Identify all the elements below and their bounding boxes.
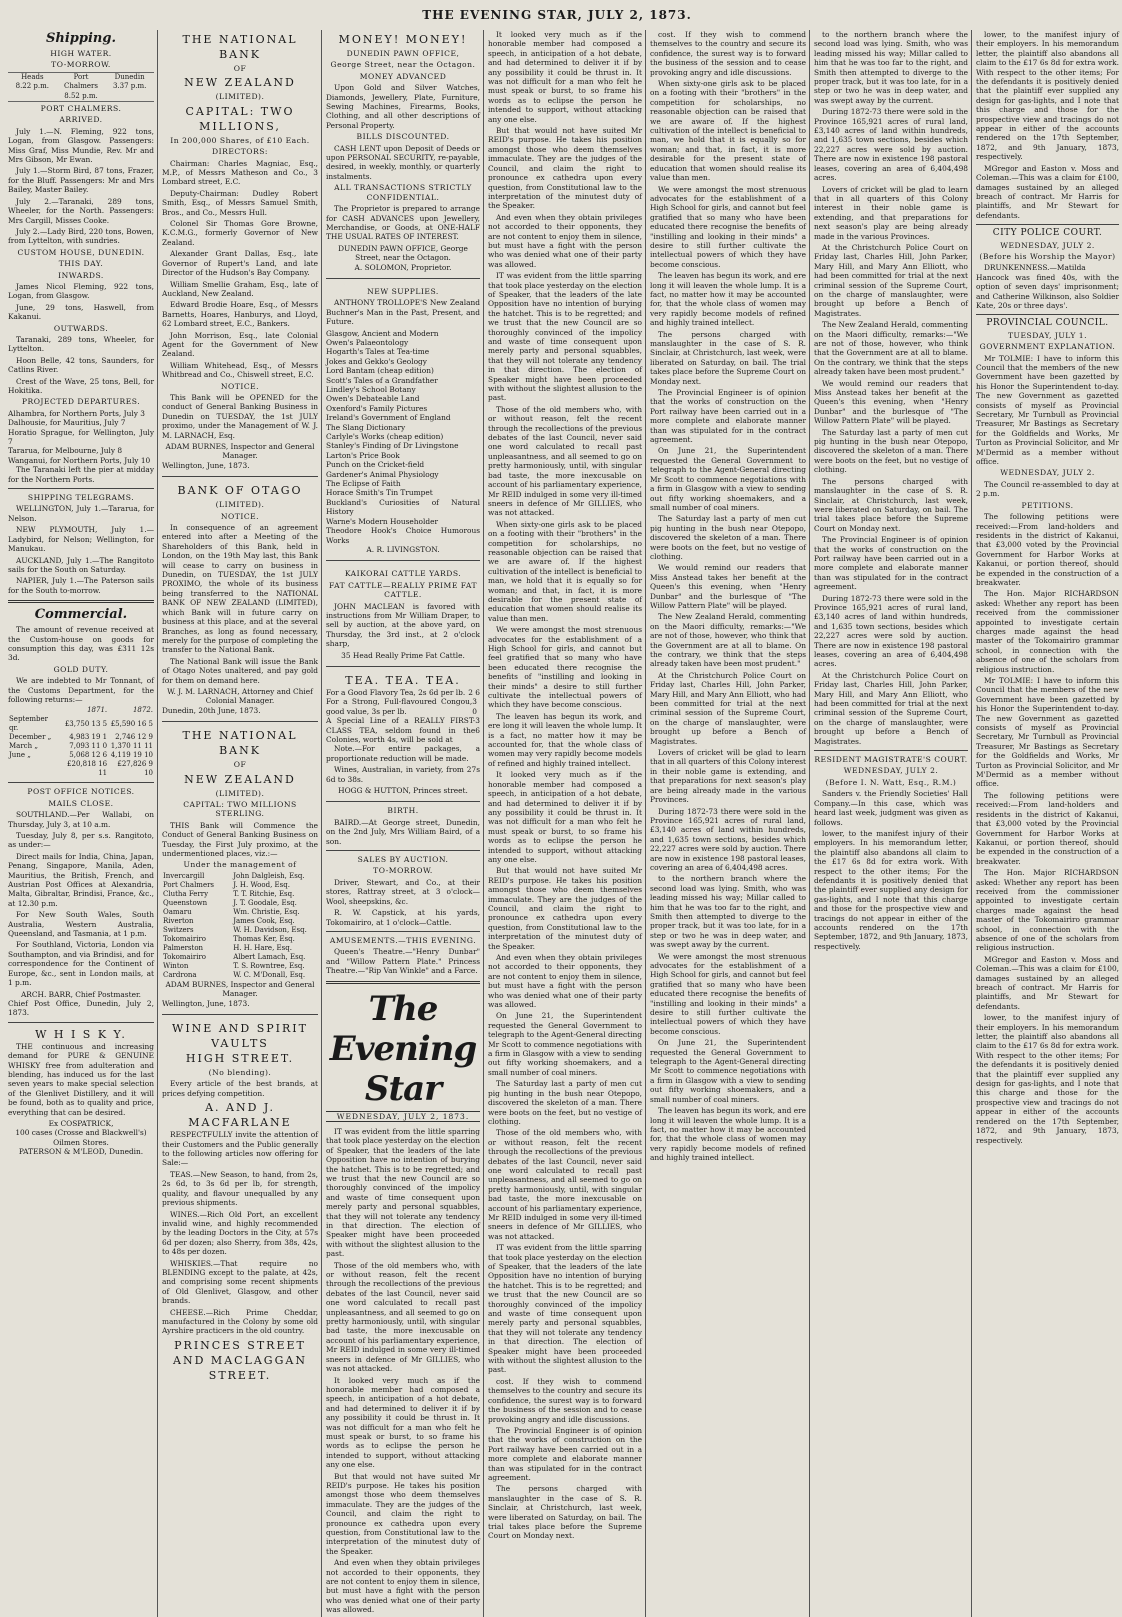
otago-body: In consequence of an agreement entered into after a Meeting of the Shareholders of this Bank, held in London, on the 19th May last, this Bank will cease to carry on business in Dunedin, on TUESDAY, the 1st JULY PROXIMO, the whole of its business being transferred to the NATIONAL BANK OF NEW ZEALAND (LIMITED), which Bank will in future carry on business at this place, and at the several Branches, as long as found necessary, merely for the purpose of completing the transfer to the National Bank.	[162, 523, 318, 655]
money-office: DUNEDIN PAWN OFFICE,	[346, 49, 460, 58]
court-paragraph: lower, to the manifest injury of their employers. In his memorandum letter, the plaintiff also abandons all claim to the £17 6s 8d for extra work. With respect to the other items; For the defendants it is positively denied that the plaintiff ever supplied any design for gas-lights, and I note that this charge and those for the prospective view and tracings do not appear in either of the accounts rendered on the 17th September, 1872, and 9th January, 1873, respectively.	[976, 30, 1119, 162]
bank-of: OF	[233, 64, 247, 73]
supply-item: Scott's Tales of a Grandfather	[326, 375, 438, 385]
money-addr: George Street, near the Octagon.	[330, 60, 476, 70]
column-3	[326, 30, 484, 1617]
petitions-heading: PETITIONS.	[1021, 500, 1074, 510]
divider	[162, 476, 318, 477]
outwards-label: OUTWARDS.	[53, 323, 109, 333]
news-paragraph: We would remind our readers that Miss Anstead takes her benefit at the Queen's this evening, when "Henry Dunbar" and the burlesque of "The Willow Pattern Plate" will be played.	[814, 378, 968, 426]
post-item: For New South Wales, South Australia, Western Australia, Queensland, and Tasmania, at 1 p.m.	[8, 910, 154, 939]
bank-capital: CAPITAL: TWO MILLIONS,	[185, 104, 295, 133]
council-paragraph: The Hon. Major RICHARDSON asked: Whether any report has been received from the commissioner appointed to investigate certain charges made against the head master of the Tokomairiro grammar school, in connection with the absence of one of the scholars from religious instruction.	[976, 868, 1119, 953]
arrival-item: July 2.—Taranaki, 289 tons, Wheeler, for the North. Passengers: Mrs Cargill, Misses Cooke.	[8, 196, 154, 225]
editorial-paragraph: The persons charged with manslaughter in the case of S. R. Sinclair, at Christchurch, last week, were liberated on Saturday, on bail. The trial takes place before the Supreme Court on Monday next.	[488, 1484, 642, 1541]
supply-item: The Slang Dictionary	[326, 422, 406, 432]
news-paragraph: At the Christchurch Police Court on Friday last, Charles Hill, John Parker, Mary Hill, and Mary Ann Elliott, who had been committed for trial at the next criminal session of the Supreme Court, on the charge of manslaughter, were brought up before a Bench of Magistrates.	[814, 242, 968, 318]
supply-item: The Eclipse of Faith	[326, 479, 401, 489]
outwards-item: Taranaki, 289 tons, Wheeler, for Lyttelton.	[8, 334, 154, 354]
bank2-capital: CAPITAL: TWO MILLIONS STERLING.	[183, 799, 297, 819]
cattle-title: KAIKORAI CATTLE YARDS.	[344, 569, 462, 579]
inwards-item: June, 29 tons, Haswell, from Kakanui.	[8, 302, 154, 322]
gold-row: March „ 7,093 11 0 1,370 11 11	[9, 742, 153, 751]
supply-item: Jokes and Gekko's Geology	[326, 356, 427, 366]
inwards-item: James Nicol Fleming, 922 tons, Logan, from Glasgow.	[8, 281, 154, 301]
divider	[326, 981, 480, 984]
tea-item: For a Good Flavory Tea, 2s 6d per lb. 2 6	[326, 687, 480, 697]
editorial-paragraph: Those of the old members who, with or without reason, felt the recent through the recollections of the previous debates of the last Council, never said one word calculated to recall past unpleasantness, and all seemed to go on pretty harmoniously, until, with singular bad taste, the more inexcusable on account of his parliamentary experience, Mr REID indulged in some very ill-timed sneers in defence of Mr GILLIES, who was not attacked.	[488, 404, 642, 518]
director-item: Chairman: Charles Magniac, Esq., M.P., of Messrs Matheson and Co., 3 Lombard street, E.C.	[162, 158, 318, 187]
port-heading: PORT CHALMERS.	[40, 104, 122, 114]
editorial-paragraph: The Provincial Engineer is of opinion that the works of construction on the Port railway have been carried out in a more complete and elaborate manner than was stipulated for in the contract agreement.	[488, 1425, 642, 1482]
whisky-detail: 100 cases (Crosse and Blackwell's) Oilmen Stores.	[15, 1128, 147, 1147]
divider	[814, 750, 968, 751]
wine-note: (No blending).	[208, 1068, 272, 1078]
news-paragraph: On June 21, the Superintendent requested the General Government to telegraph to the Agent-General directing Mr Scott to commence negotiations with a firm in Glasgow with a view to sending out fifty working shoemakers, and a small number of coal miners.	[650, 1038, 806, 1104]
wine-item: CHEESE.—Rich Prime Cheddar, manufactured in the Colony by some old Ayrshire practicers in the old country.	[162, 1307, 318, 1336]
commercial-intro: The amount of revenue received at the Custom-house on goods for consumption this day, was £311 12s 3d.	[8, 625, 154, 663]
amusements-body: Queen's Theatre.—"Henry Dunbar" and "Willow Pattern Plate." Princess Theatre.—"Rip Van Winkle" and a Farce.	[326, 947, 480, 976]
council-paragraph: MGregor and Easton v. Moss and Coleman.—This was a claim for £100, damages sustained by an alleged breach of contract. Mr Harris for plaintiffs, and Mr Stewart for defendants.	[976, 954, 1119, 1011]
supply-item: Owen's Palaeontology	[326, 337, 409, 347]
agent-row: Winton T. S. Rowntree, Esq.	[163, 961, 305, 970]
birth-title: BIRTH.	[387, 806, 419, 816]
whisky-sign: PATERSON & M'LEOD, Dunedin.	[18, 1147, 144, 1157]
divider	[326, 666, 480, 667]
supplies-ad	[326, 283, 480, 556]
gold-intro: We are indebted to Mr Tonnant, of the Customs Department, for the following returns:—	[8, 676, 154, 704]
divider	[326, 850, 480, 851]
news-paragraph: Lovers of cricket will be glad to learn that in all quarters of this Colony interest in their noble game is extending, and that preparations for next season's play are being already made in the various Provinces.	[650, 748, 806, 805]
editorial-paragraph: But that would not have suited Mr REID's purpose. He takes his position amongst those who deem themselves immaculate. They are the judges of the Council, and claim the right to pronounce ex cathedra upon every question, from Constitutional law to the interpretation of the minutest duty of the Speaker.	[488, 126, 642, 211]
council-sub: GOVERNMENT EXPLANATION.	[979, 342, 1116, 352]
editorial-paragraph: cost. If they wish to commend themselves to the country and secure its confidence, the surest way is to forward the business of the session and to cease provoking angry and idle discussions.	[488, 1376, 642, 1424]
agent-row: Cardrona W. C. M'Donall, Esq.	[163, 970, 306, 979]
editorial-paragraph: On June 21, the Superintendent requested the General Government to telegraph to the Agent-General directing Mr Scott to commence negotiations with a firm in Glasgow with a view to sending out fifty working shoemakers, and a small number of coal miners.	[488, 1011, 642, 1077]
agent-row: Tokomairiro Albert Lamach, Esq.	[163, 952, 306, 961]
tide-cell: Heads 8.22 p.m.	[15, 72, 50, 91]
agent-row: Clutha Ferry T. T. Ritchie, Esq.	[163, 889, 295, 898]
agent-row: Oamaru Wm. Christie, Esq.	[163, 907, 300, 916]
rm-case: lower, to the manifest injury of their employers. In his memorandum letter, the plaintiff also abandons all claim to the £17 6s 8d for extra work. With respect to the other items; For the defendants it is positively denied that the plaintiff ever supplied any design for gas-lights, and I note that this charge and those for the prospective view and tracings do not appear in either of the accounts rendered on the 17th September, 1872, and 9th January, 1873, respectively.	[814, 828, 968, 951]
editorial-paragraph: It looked very much as if the honorable member had composed a speech, in anticipation of a hot debate, and had determined to deliver it if by any possibility it could be thrust in. It was not difficult for a man who felt he must speak or burst, to so frame his words as to eclipse the person he intended to support, without attacking any one else.	[326, 1375, 480, 1470]
agents-heading: Under the management of	[183, 860, 297, 870]
news-paragraph: The Provincial Engineer is of opinion that the works of construction on the Port railway have been carried out in a more complete and elaborate manner than was stipulated for in the contract agreement.	[650, 388, 806, 445]
agent-row: Queenstown J. T. Goodale, Esq.	[163, 898, 297, 907]
council-paragraph: The following petitions were received:—From land-holders and residents in the district of Kakanui, that £3,000 voted by the Provincial Government for Harbor Works at Kakanui, or portion thereof, should be expended in the construction of a breakwater.	[976, 790, 1119, 866]
gold-row: December „ 4,983 19 1 2,746 12 9	[9, 733, 153, 742]
post-item: For Southland, Victoria, London via Southampton, and via Brindisi, and for correspondence for the Continent of Europe, &c., sent in London mails, at 1 p.m.	[8, 940, 154, 988]
post-heading: POST OFFICE NOTICES.	[27, 787, 135, 797]
tea-ad	[326, 671, 480, 797]
news-paragraph: We were amongst the most strenuous advocates for the establishment of a High School for girls, and cannot but feel gratified that so many who have been educated there recognise the benefits of "instilling and looking in their minds" a desire to still further cultivate the intellectual powers of which they have become conscious.	[650, 951, 806, 1036]
money-title: MONEY! MONEY!	[338, 33, 468, 46]
director-item: Colonel Sir Thomas Gore Browne, K.C.M.G., formerly Governor of New Zealand.	[162, 219, 318, 247]
editorial-paragraph: When sixty-one girls ask to be placed on a footing with their "brothers" in the competition for scholarships, no reasonable objection can be raised that we are aware of. If the highest cultivation of the intellect is beneficial to man, we hold that it is equally so for woman; and that, in fact, it is more desirable for the present state of education that women should realise its value than men.	[488, 519, 642, 623]
wine-item: TEAS.—New Season, to hand, from 2s, 2s 6d, to 3s 6d per lb, for strength, quality, and flavour unequalled by any previous shipments.	[162, 1169, 318, 1208]
editorial-paragraph: But that would not have suited Mr REID's purpose. He takes his position amongst those who deem themselves immaculate. They are the judges of the Council, and claim the right to pronounce ex cathedra upon every question, from Constitutional law to the interpretation of the minutest duty of the Speaker.	[326, 1471, 480, 1556]
bank2-sign: ADAM BURNES, Inspector and General Manager.	[165, 979, 315, 999]
bank-shares: In 200,000 Shares, of £10 Each.	[170, 135, 310, 145]
otago-title: BANK OF OTAGO	[177, 484, 303, 498]
cattle-ad	[326, 565, 480, 662]
bank2-body: THIS Bank will Commence the Conduct of General Banking Business on Tuesday, the First July proximo, at the undermentioned places, viz.:—	[162, 820, 318, 858]
money-cash: CASH LENT upon Deposit of Deeds or upon PERSONAL SECURITY, re-payable, desired, in weekly, monthly, or quarterly instalments.	[326, 143, 480, 181]
column-4	[488, 30, 646, 1617]
news-paragraph: The persons charged with manslaughter in the case of S. R. Sinclair, at Christchurch, last week, were liberated on Saturday, on bail. The trial takes place before the Supreme Court on Monday next.	[814, 476, 968, 533]
mails-heading: MAILS CLOSE.	[48, 798, 114, 808]
projected-item: Wanganui, for Northern Ports, July 10	[8, 455, 151, 465]
editorial-paragraph: It looked very much as if the honorable member had composed a speech, in anticipation of a hot debate, and had determined to deliver it if by any possibility it could be thrust in. It was not difficult for a man who felt he must speak or burst, to so frame his words as to eclipse the person he intended to support, without attacking any one else.	[488, 30, 642, 124]
divider	[8, 1022, 154, 1023]
supply-item: Lindley's School Botany	[326, 385, 416, 394]
telegram-item: NAPIER, July 1.—The Paterson sails for the South to-morrow.	[8, 576, 154, 595]
tide-sub: TO-MORROW.	[51, 60, 111, 70]
director-item: William Smellie Graham, Esq., late of Auckland, New Zealand.	[162, 279, 318, 298]
gold-row: June „ 5,068 12 6 4,119 19 10	[9, 751, 153, 760]
national-bank-ad-2	[162, 726, 318, 1010]
cattle-detail: 35 Head Really Prime Fat Cattle.	[341, 650, 465, 660]
agent-row: Riverton James Cook, Esq.	[163, 916, 295, 925]
council-paragraph: The following petitions were received:—From land-holders and residents in the district of Kakanui, that £3,000 voted by the Provincial Government for Harbor Works at Kakanui, or portion thereof, should be expended in the construction of a breakwater.	[976, 512, 1119, 587]
whisky-sub: Ex COSPATRICK,	[48, 1118, 114, 1128]
news-paragraph: The Saturday last a party of men cut pig hunting in the bush near Otepopo, discovered the skeleton of a man. There were boots on the feet, but no vestige of clothing.	[814, 427, 968, 475]
tea-note: Note.—For entire packages, a proportionate reduction will be made.	[326, 744, 480, 763]
rm-court-heading: RESIDENT MAGISTRATE'S COURT.	[814, 755, 968, 765]
money-body: Upon Gold and Silver Watches, Diamonds, Jewellery, Plate, Furniture, Sewing Machines, Firearms, Books, Clothing, and all other descriptions of Personal Property.	[326, 83, 480, 130]
supply-item: Owen's Debateable Land	[326, 394, 420, 404]
rm-before: (Before I. N. Watt, Esq., R.M.)	[825, 777, 957, 787]
tea-item: A Special Line of a REALLY FIRST-CLASS TEA, seldom found in the Colonies, worth 4s, will be sold at 3 6	[326, 716, 480, 744]
national-bank-ad	[162, 30, 318, 472]
editorial-paragraph: IT was evident from the little sparring that took place yesterday on the election of Speaker, that the leaders of the late Opposition have no intention of burying the hatchet. This is to be regretted; and we trust that the new Council are so thoroughly convinced of the impolicy and waste of time consequent upon merely party and personal squabbles, that they will not tolerate any tendency in that direction. The election of Speaker might have been proceeded with without the slightest allusion to the past.	[488, 1243, 642, 1375]
cattle-sub: FAT CATTLE—REALLY PRIME FAT CATTLE.	[328, 580, 478, 600]
supply-item: Hogarth's Tales at Tea-time	[326, 347, 430, 357]
divider	[162, 721, 318, 722]
news-paragraph: to the northern branch where the second load was lying. Smith, who was leading missed his way; Millar called to him that he was too far to the right, and Smith then attempted to diverge to the proper track, but it was too late, for in a step or two he was in deep water, and was swept away by the current.	[814, 30, 968, 105]
news-paragraph: Lovers of cricket will be glad to learn that in all quarters of this Colony interest in their noble game is extending, and that preparations for next season's play are being already made in the various Provinces.	[814, 184, 968, 241]
divider	[8, 600, 154, 603]
evening-star-title: The Evening Star	[329, 988, 477, 1109]
news-paragraph: We would remind our readers that Miss Anstead takes her benefit at the Queen's this evening, when "Henry Dunbar" and the burlesque of "The Willow Pattern Plate" will be played.	[650, 563, 806, 610]
council-paragraph: Mr TOLMIE: I have to inform this Council that the members of the new Government have been gazetted by his Honor the Superintendent to-day. The new Government as gazetted consists of myself as Provincial Secretary, Mr Turnbull as Provincial Treasurer, Mr Bastings as Secretary for the Goldfields and Works, Mr Turton as Provincial Solicitor, and Mr M'Dermid as a member without office.	[976, 353, 1119, 467]
birth-body: BAIRD.—At George street, Dunedin, on the 2nd July, Mrs William Baird, of a son.	[326, 817, 480, 846]
otago-sign: W. J. M. LARNACH, Attorney and Chief Colonial Manager.	[167, 686, 313, 706]
bank2-nz: NEW ZEALAND	[184, 772, 296, 786]
news-paragraph: During 1872-73 there were sold in the Province 165,921 acres of rural land, £3,140 acres of land within hundreds, and 1,635 town sections, besides which 22,227 acres were sold by auction. There are now in existence 198 pastoral leases, covering an area of 6,404,498 acres.	[814, 593, 968, 669]
wine-ad	[162, 1019, 318, 1385]
divider	[162, 1014, 318, 1015]
otago-notice: NOTICE.	[220, 511, 260, 521]
telegram-item: NEW PLYMOUTH, July 1.—Ladybird, for Nelson; Wellington, for Manukau.	[8, 525, 154, 554]
editorial-paragraph: The Saturday last a party of men cut pig hunting in the bush near Otepopo, discovered the skeleton of a man. There were boots on the feet, but no vestige of clothing.	[488, 1079, 642, 1126]
editorial-paragraph: We were amongst the most strenuous advocates for the establishment of a High School for girls, and cannot but feel gratified that so many who have been educated there recognise the benefits of "instilling and looking in their minds" a desire to still further cultivate the intellectual powers of which they have become conscious.	[488, 625, 642, 710]
supplies-sign: A. R. LIVINGSTON.	[366, 544, 440, 554]
projected-item: Alhambra, for Northern Ports, July 3	[8, 408, 145, 418]
editorial-paragraph: And even when they obtain privileges not accorded to their opponents, they are not content to enjoy them in silence, but must have a fight with the person who was denied what one of their party was allowed.	[488, 212, 642, 269]
tide-cell: Port Chalmers 8.52 p.m.	[63, 72, 98, 100]
outwards-item: Hoon Belle, 42 tons, Saunders, for Catlins River.	[8, 355, 154, 375]
cattle-body: JOHN MACLEAN is favored with instructions from Mr William Draper, to sell by auction, at the above yard, on Thursday, the 3rd inst., at 2 o'clock sharp,	[326, 601, 480, 649]
agents-table	[162, 872, 318, 980]
news-paragraph: The New Zealand Herald, commenting on the Maori difficulty, remarks:—"We are not of those, however, who think that the Government are at all to blame. On the contrary, we think that the steps already taken have been most prudent."	[814, 320, 968, 377]
supply-item: Ireland's Government of England	[326, 413, 451, 423]
money-adv: MONEY ADVANCED	[359, 71, 447, 81]
news-paragraph: The Saturday last a party of men cut pig hunting in the bush near Otepopo, discovered the skeleton of a man. There were boots on the feet, but no vestige of clothing.	[650, 514, 806, 561]
shipping-heading: Shipping.	[46, 31, 116, 46]
council-date: TUESDAY, JULY 1.	[1007, 330, 1087, 340]
wine-item: WINES.—Rich Old Port, an excellent invalid wine, and highly recommended by the leading Doctors in the City, at 57s 6d per dozen; also Sherry, from 38s, 42s, to 48s per dozen.	[162, 1209, 318, 1257]
sales-title: SALES BY AUCTION.	[357, 855, 449, 865]
tea-wines: Wines, Australian, in variety, from 27s 6d to 38s.	[326, 765, 480, 784]
money-bills: BILLS DISCOUNTED.	[356, 132, 450, 142]
gold-row: September qr. £3,750 13 5 £5,590 16 5	[9, 715, 153, 733]
police-court-heading: CITY POLICE COURT.	[992, 228, 1103, 239]
editorial-paragraph: But that would not have suited Mr REID's purpose. He takes his position amongst those who deem themselves immaculate. They are the judges of the Council, and claim the right to pronounce ex cathedra upon every question, from Constitutional law to the interpretation of the minutest duty of the Speaker.	[488, 866, 642, 951]
amusements-title: AMUSEMENTS.—THIS EVENING.	[329, 935, 477, 945]
customs-heading: CUSTOM HOUSE, DUNEDIN.	[17, 247, 145, 257]
sales-sub: TO-MORROW.	[373, 866, 433, 876]
news-paragraph: At the Christchurch Police Court on Friday last, Charles Hill, John Parker, Mary Hill, and Mary Ann Elliott, who had been committed for trial at the next criminal session of the Supreme Court, on the charge of manslaughter, were brought up before a Bench of Magistrates.	[814, 670, 968, 746]
police-before: (Before his Worship the Mayor)	[979, 251, 1116, 261]
supply-item: Carlyle's Works (cheap edition)	[326, 432, 444, 442]
news-paragraph: During 1872-73 there were sold in the Province 165,921 acres of rural land, £3,140 acres of land within hundreds, and 1,635 town sections, besides which 22,227 acres were sold by auction. There are now in existence 198 pastoral leases, covering an area of 6,404,498 acres.	[814, 107, 968, 183]
outwards-item: Crest of the Wave, 25 tons, Bell, for Hokitika.	[8, 376, 154, 395]
whisky-body: THE continuous and increasing demand for PURE & GENUINE WHISKY free from adulteration and blending, has induced us for the last seven years to make special selection of the Glenlivet Distillery, and it will be found, both as to quality and price, everything that can be desired.	[8, 1041, 154, 1117]
editorial-paragraph: Those of the old members who, with or without reason, felt the recent through the recollections of the previous debates of the last Council, never said one word calculated to recall past unpleasantness, and all seemed to go on pretty harmoniously, until, with singular bad taste, the more inexcusable on account of his parliamentary experience, Mr REID indulged in some very ill-timed sneers in defence of Mr GILLIES, who was not attacked.	[488, 1128, 642, 1241]
supply-item: Gardener's Animal Physiology	[326, 469, 439, 479]
post-item: Direct mails for India, China, Japan, Penang, Singapore, Manila, Aden, Mauritius, the British, French, and Austrian Post Offices at Alexandria, Malta, Gibraltar, Brindisi, France, &c., at 12.30 p.m.	[8, 851, 154, 908]
bank-limited: (LIMITED).	[215, 92, 265, 102]
column-7	[976, 30, 1122, 1617]
otago-limited: (LIMITED).	[215, 500, 265, 510]
editorial-paragraph: IT was evident from the little sparring that took place yesterday on the election of Speaker, that the leaders of the late Opposition have no intention of burying the hatchet. This is to be regretted; and we trust that the new Council are so thoroughly convinced of the impolicy and waste of time consequent upon merely party and personal squabbles, that they will not tolerate any tendency in that direction. The election of Speaker might have been proceeded with without the slightest allusion to the past.	[488, 271, 642, 403]
directors-heading: DIRECTORS:	[212, 147, 268, 157]
supply-item: Warne's Modern Householder	[326, 516, 438, 526]
divider	[8, 488, 154, 489]
gold-header-row: 1871. 1872.	[87, 706, 153, 715]
gold-total-row: £20,818 16 11 £27,826 9 10	[67, 760, 153, 778]
bank2-limited: (LIMITED).	[215, 788, 265, 798]
column-1	[8, 30, 158, 1617]
supply-item: Oxenford's Family Pictures	[326, 403, 428, 413]
this-day: THIS DAY.	[58, 259, 104, 269]
column-5	[650, 30, 810, 1617]
tide-cell: Dunedin 3.37 p.m.	[112, 72, 147, 91]
post-date: Chief Post Office, Dunedin, July 2, 1873.	[8, 998, 154, 1018]
supplies-body: ANTHONY TROLLOPE'S New Zealand Buchner's Man in the Past, Present, and Future.	[326, 298, 480, 327]
rm-date: WEDNESDAY, JULY 2.	[843, 766, 939, 776]
supply-item: Glasgow, Ancient and Modern	[326, 328, 439, 338]
news-paragraph: On June 21, the Superintendent requested the General Government to telegraph to the Agent-General directing Mr Scott to commence negotiations with a firm in Glasgow with a view to sending out fifty working shoemakers, and a small number of coal miners.	[650, 446, 806, 512]
news-paragraph: The Provincial Engineer is of opinion that the works of construction on the Port railway have been carried out in a more complete and elaborate manner than was stipulated for in the contract agreement.	[814, 535, 968, 592]
tea-item: For a Strong, Full-flavoured Congou, good value, 3s per lb. 3 0	[326, 697, 477, 716]
bank-sign: ADAM BURNES, Inspector and General Manager.	[165, 442, 315, 461]
news-paragraph: cost. If they wish to commend themselves to the country and secure its confidence, the surest way is to forward the business of the session and to cease provoking angry and idle discussions.	[650, 30, 806, 77]
news-paragraph: The New Zealand Herald, commenting on the Maori difficulty, remarks:—"We are not of those, however, who think that the Government are at all to blame. On the contrary, we think that the steps already taken have been most prudent."	[650, 612, 806, 669]
money-ad	[326, 30, 480, 274]
bank-date: Wellington, June, 1873.	[162, 460, 250, 470]
editorial-paragraph: Those of the old members who, with or without reason, felt the recent through the recollections of the previous debates of the last Council, never said one word calculated to recall past unpleasantness, and all seemed to go on pretty harmoniously, until, with singular bad taste, the more inexcusable on account of his parliamentary experience, Mr REID indulged in some very ill-timed sneers in defence of Mr GILLIES, who was not attacked.	[326, 1260, 480, 1374]
bank-title: THE NATIONAL BANK	[182, 33, 298, 61]
supply-item: Lord Bantam (cheap edition)	[326, 366, 434, 376]
arrived-label: ARRIVED.	[59, 115, 103, 125]
wine-footer: PRINCES STREET AND MACLAGGAN STREET.	[173, 1338, 307, 1382]
divider	[8, 782, 154, 783]
divider	[326, 801, 480, 802]
sales-item: R. W. Capstick, at his yards, Tokomairiro, at 1 o'clock—Cattle.	[326, 908, 480, 927]
supply-item: Buckland's Curiosities of Natural History	[326, 497, 480, 517]
telegram-item: AUCKLAND, July 1.—The Rangitoto sails for the South on Saturday.	[8, 555, 154, 574]
divider	[326, 278, 480, 279]
wine-sub: HIGH STREET.	[185, 1052, 295, 1066]
news-paragraph: The leaven has begun its work, and ere long it will leaven the whole lump. It is a fact, no matter how it may be accounted for, that the whole class of women may very rapidly become models of refined and highly trained intellect.	[650, 1106, 806, 1163]
divider	[976, 224, 1119, 225]
post-item: Tuesday, July 8, per s.s. Rangitoto, as under:—	[8, 831, 154, 850]
supply-item: Punch on the Cricket-field	[326, 460, 425, 470]
bank-otago-ad	[162, 481, 318, 717]
tea-title: TEA. TEA. TEA.	[345, 673, 461, 687]
projected-item: Tararua, for Melbourne, July 8	[8, 446, 123, 456]
otago-date: Dunedin, 20th June, 1873.	[162, 705, 261, 715]
council-heading: PROVINCIAL COUNCIL.	[986, 318, 1109, 329]
editorial-paragraph: It looked very much as if the honorable member had composed a speech, in anticipation of a hot debate, and had determined to deliver it if by any possibility it could be thrust in. It was not difficult for a man who felt he must speak or burst, to so frame his words as to eclipse the person he intended to support, without attacking any one else.	[488, 770, 642, 864]
director-item: Deputy-Chairman: Dudley Robert Smith, Esq., of Messrs Samuel Smith, Bros., and Co., Messrs Hull.	[162, 188, 318, 217]
firm-title: A. AND J. MACFARLANE	[188, 1101, 292, 1130]
agent-row: Switzers W. H. Davidson, Esq.	[163, 925, 307, 934]
agent-row: Invercargill John Dalgleish, Esq.	[163, 871, 305, 880]
post-sign: ARCH. BARR, Chief Postmaster.	[20, 989, 142, 999]
divider	[326, 560, 480, 561]
tide-table	[8, 72, 154, 102]
supply-item: Stanley's Finding of Dr Livingstone	[326, 441, 459, 451]
agent-row: Port Chalmers J. H. Wood, Esq.	[163, 880, 290, 889]
director-item: John Morrison, Esq., late Colonial Agent for the Government of New Zealand.	[162, 330, 318, 359]
money-sign: A. SOLOMON, Proprietor.	[354, 262, 452, 272]
projected-heading: PROJECTED DEPARTURES.	[21, 397, 141, 407]
telegrams-heading: SHIPPING TELEGRAMS.	[27, 493, 135, 503]
supply-item: Horace Smith's Tin Trumpet	[326, 488, 433, 498]
wine-body: Every article of the best brands, at prices defying competition.	[162, 1079, 318, 1098]
council-paragraph: lower, to the manifest injury of their employers. In his memorandum letter, the plaintiff also abandons all claim to the £17 6s 8d for extra work. With respect to the other items; For the defendants it is positively denied that the plaintiff ever supplied any design for gas-lights, and I note that this charge and those for the prospective view and tracings do not appear in either of the accounts rendered on the 17th September, 1872, and 9th January, 1873, respectively.	[976, 1013, 1119, 1145]
news-paragraph: At the Christchurch Police Court on Friday last, Charles Hill, John Parker, Mary Hill, and Mary Ann Elliott, who had been committed for trial at the next criminal session of the Supreme Court, on the charge of manslaughter, were brought up before a Bench of Magistrates.	[650, 670, 806, 746]
news-paragraph: to the northern branch where the second load was lying. Smith, who was leading missed his way; Millar called to him that he was too far to the right, and Smith then attempted to diverge to the proper track, but it was too late, for in a step or two he was in deep water, and was swept away by the current.	[650, 874, 806, 950]
police-date: WEDNESDAY, JULY 2.	[1000, 240, 1095, 250]
divider	[326, 931, 480, 932]
editorial-date: WEDNESDAY, JULY 2, 1873.	[326, 1111, 480, 1122]
notice-heading: NOTICE.	[220, 381, 260, 391]
whisky-heading: W H I S K Y.	[35, 1027, 127, 1041]
masthead: THE EVENING STAR, JULY 2, 1873.	[422, 8, 692, 22]
otago-body2: The National Bank will issue the Bank of Otago Notes unaltered, and pay gold for them on demand here.	[162, 656, 318, 685]
news-paragraph: We were amongst the most strenuous advocates for the establishment of a High School for girls, and cannot but feel gratified that so many who have been educated there recognise the benefits of "instilling and looking in their minds" a desire to still further cultivate the intellectual powers of which they have become conscious.	[650, 184, 806, 269]
editorial-paragraph: The leaven has begun its work, and ere long it will leaven the whole lump. It is a fact, no matter how it may be accounted for, that the whole class of women may very rapidly become models of refined and highly trained intellect.	[488, 711, 642, 768]
post-item: SOUTHLAND.—Per Wallabi, on Thursday, July 3, at 10 a.m.	[8, 810, 154, 829]
projected-item: Dalhousie, for Mauritius, July 7	[8, 418, 126, 428]
director-item: Alexander Grant Dallas, Esq., late Governor of Rupert's Land, and late Director of the Hudson's Bay Company.	[162, 249, 318, 278]
columns	[8, 30, 1119, 1615]
editorial-paragraph: IT was evident from the little sparring that took place yesterday on the election of Speaker, that the leaders of the late Opposition have no intention of burying the hatchet. This is to be regretted; and we trust that the new Council are so thoroughly convinced of the impolicy and waste of time consequent upon merely party and personal squabbles, that they will not tolerate any tendency in that direction. The election of Speaker might have been proceeded with without the slightest allusion to the past.	[326, 1126, 480, 1259]
inwards-label: INWARDS.	[58, 270, 104, 280]
director-item: William Whitehead, Esq., of Messrs Whitbread and Co., Chiswell street, E.C.	[162, 360, 318, 380]
tea-sign: HOGG & HUTTON, Princes street.	[338, 786, 468, 796]
arrival-item: July 2.—Lady Bird, 220 tons, Bowen, from Lyttelton, with sundries.	[8, 226, 154, 246]
supply-item: Theodore Hook's Choice Humorous Works	[326, 526, 480, 545]
arrival-item: July 1.—N. Fleming, 922 tons, Logan, from Glasgow. Passengers: Miss Graf, Miss Mundie, Rev. Mr and Mrs Gibson, Mr Ewan.	[8, 126, 154, 165]
sales-item: Driver, Stewart, and Co., at their stores, Rattray street, at 3 o'clock—Wool, sheepskins, &c.	[326, 877, 480, 906]
bank2-date: Wellington, June, 1873.	[162, 998, 250, 1008]
council-paragraph: Mr TOLMIE: I have to inform this Council that the members of the new Government have been gazetted by his Honor the Superintendent to-day. The new Government as gazetted consists of myself as Provincial Secretary, Mr Turnbull as Provincial Treasurer, Mr Bastings as Secretary for the Goldfields and Works, Mr Turton as Provincial Solicitor, and Mr M'Dermid as a member without office.	[976, 676, 1119, 789]
rm-case: Sanders v. the Friendly Societies' Hall Company.—In this case, which was heard last week, judgment was given as follows.	[814, 789, 968, 827]
firm-body: RESPECTFULLY invite the attention of their Customers and the Public generally to the following articles now offering for Sale:—	[162, 1130, 318, 1168]
news-paragraph: The leaven has begun its work, and ere long it will leaven the whole lump. It is a fact, no matter how it may be accounted for, that the whole class of women may very rapidly become models of refined and highly trained intellect.	[650, 271, 806, 328]
money-conf: ALL TRANSACTIONS STRICTLY CONFIDENTIAL.	[334, 183, 472, 202]
agent-row: Tokomairiro Thomas Ker, Esq.	[163, 934, 295, 943]
supply-item: Larton's Price Book	[326, 450, 400, 460]
editorial-paragraph: And even when they obtain privileges not accorded to their opponents, they are not content to enjoy them in silence, but must have a fight with the person who was denied what one of their party was allowed.	[488, 953, 642, 1010]
director-item: Edward Brodie Hoare, Esq., of Messrs Barnetts, Hoares, Hanburys, and Lloyd, 62 Lombard street, E.C., Bankers.	[162, 300, 318, 329]
bank2-of: OF	[233, 760, 247, 770]
wine-title: WINE AND SPIRIT VAULTS	[172, 1022, 308, 1051]
bank2-title: THE NATIONAL BANK	[182, 729, 298, 758]
court-paragraph: MGregor and Easton v. Moss and Coleman.—This was a claim for £100, damages sustained by an alleged breach of contract. Mr Harris for plaintiffs, and Mr Stewart for defendants.	[976, 163, 1119, 220]
tide-title: HIGH WATER.	[50, 49, 112, 58]
council-paragraph: The Council re-assembled to day at 2 p.m.	[976, 479, 1119, 499]
news-paragraph: When sixty-one girls ask to be placed on a footing with their "brothers" in the competition for scholarships, no reasonable objection can be raised that we are aware of. If the highest cultivation of the intellect is beneficial to man, we hold that it is equally so for woman; and that, in fact, it is more desirable for the present state of education that women should realise its value than men.	[650, 79, 806, 183]
pier-text: The Taranaki left the pier at midday for the Northern Ports.	[8, 465, 154, 484]
notice-body: This Bank will be OPENED for the conduct of General Banking Business in Dunedin on TUESDAY, the 1st JULY proximo, under the Management of W. J. M. LARNACH, Esq.	[162, 392, 318, 440]
bank-nz: NEW ZEALAND	[184, 76, 296, 90]
council-date-2: WEDNESDAY, JULY 2.	[1000, 468, 1095, 478]
police-case: DRUNKENNESS.—Matilda Hancock was fined 40s, with the option of seven days' imprisonment; and Catherine Wilkinson, also Soldier Kate, 20s or three days'.	[976, 263, 1119, 310]
news-paragraph: During 1872-73 there were sold in the Province 165,921 acres of rural land, £3,140 acres of land within hundreds, and 1,635 town sections, besides which 22,227 acres were sold by auction. There are now in existence 198 pastoral leases, covering an area of 6,404,498 acres.	[650, 806, 806, 872]
wine-item: WHISKIES.—That require no BLENDING except to the palate, at 42s, and comprising some recent shipments of Old Glenlivet, Glasgow, and other brands.	[162, 1258, 318, 1306]
money-office2: DUNEDIN PAWN OFFICE, George Street, near the Octagon.	[338, 243, 468, 263]
money-body2: The Proprietor is prepared to arrange for CASH ADVANCES upon Jewellery, Merchandise, or Goods, at ONE-HALF THE USUAL RATES OF INTEREST.	[326, 204, 480, 242]
news-paragraph: The persons charged with manslaughter in the case of S. R. Sinclair, at Christchurch, last week, were liberated on Saturday, on bail. The trial takes place before the Supreme Court on Monday next.	[650, 329, 806, 386]
column-6	[814, 30, 972, 1617]
arrival-item: July 1.—Storm Bird, 87 tons, Frazer, for the Bluff. Passengers: Mr and Mrs Bailey, Master Bailey.	[8, 166, 154, 195]
council-paragraph: The Hon. Major RICHARDSON asked: Whether any report has been received from the commissioner appointed to investigate certain charges made against the head master of the Tokomairiro grammar school, in connection with the absence of one of the scholars from religious instruction.	[976, 589, 1119, 674]
editorial-paragraph: And even when they obtain privileges not accorded to their opponents, they are not content to enjoy them in silence, but must have a fight with the person who was denied what one of their party was allowed.	[326, 1558, 480, 1615]
gold-heading: GOLD DUTY.	[53, 664, 109, 674]
divider	[976, 314, 1119, 315]
gold-table	[8, 706, 154, 778]
supplies-title: NEW SUPPLIES.	[367, 286, 439, 296]
agent-row: Palmerston H. H. Hare, Esq.	[163, 943, 292, 952]
commercial-heading: Commercial.	[34, 607, 128, 623]
column-2	[162, 30, 322, 1617]
telegram-item: WELLINGTON, July 1.—Tararua, for Nelson.	[8, 504, 154, 523]
projected-item: Horatio Sprague, for Wellington, July 7	[8, 427, 154, 447]
